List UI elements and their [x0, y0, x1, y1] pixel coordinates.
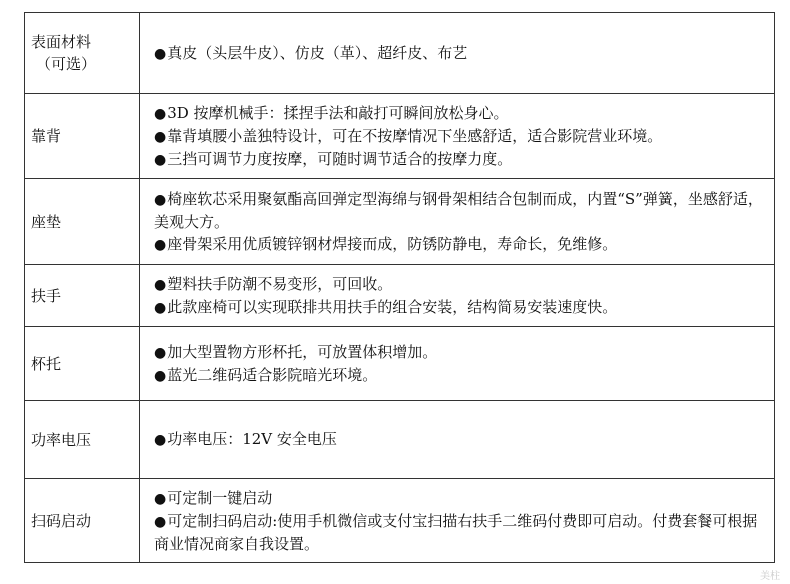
list-item: ●三挡可调节力度按摩，可随时调节适合的按摩力度。: [154, 149, 513, 168]
list-item: ●可定制一键启动: [154, 488, 273, 507]
list-item: ●塑料扶手防潮不易变形，可回收。: [154, 274, 393, 293]
list-item: ●靠背填腰小盖独特设计，可在不按摩情况下坐感舒适，适合影院营业环境。: [154, 126, 663, 145]
table-row: [25, 327, 775, 401]
bullet-icon: ●: [154, 513, 167, 530]
row-label: 扶手: [31, 286, 62, 305]
list-item: ●3D 按摩机械手：揉捏手法和敲打可瞬间放松身心。: [154, 103, 509, 122]
table-row: [25, 265, 775, 327]
row-content-cell: [140, 327, 775, 401]
row-content-cell: [140, 401, 775, 479]
row-content-cell: [140, 479, 775, 563]
bullet-icon: ●: [154, 105, 167, 122]
list-item: ●可定制扫码启动:使用手机微信或支付宝扫描右扶手二维码付费即可启动。付费套餐可根据商业情况商家自我设置。: [154, 511, 758, 553]
list-item: ●此款座椅可以实现联排共用扶手的组合安装，结构简易安装速度快。: [154, 297, 618, 316]
bullet-icon: ●: [154, 367, 167, 384]
row-content-cell: [140, 94, 775, 179]
bullet-icon: ●: [154, 45, 167, 62]
row-content-cell: [140, 179, 775, 265]
spec-table: [24, 12, 775, 563]
watermark: 美柱: [760, 571, 780, 582]
row-label: 功率电压: [31, 430, 92, 449]
bullet-icon: ●: [154, 191, 167, 208]
bullet-icon: ●: [154, 490, 167, 507]
row-label-sub: （可选）: [35, 55, 96, 73]
table-row: [25, 479, 775, 563]
bullet-icon: ●: [154, 432, 167, 448]
bullet-icon: ●: [154, 236, 167, 253]
row-label: 座垫: [31, 212, 62, 231]
row-label: 扫码启动: [31, 511, 92, 530]
row-label-cell: [25, 179, 140, 265]
list-item: ●功率电压：12V 安全电压: [154, 430, 337, 448]
table-row: [25, 179, 775, 265]
row-label-cell: [25, 13, 140, 94]
bullet-icon: ●: [154, 276, 167, 293]
row-label: 表面材料: [31, 33, 92, 51]
bullet-icon: ●: [154, 344, 167, 361]
table-row: [25, 401, 775, 479]
list-item: ●蓝光二维码适合影院暗光环境。: [154, 365, 378, 384]
list-item: ●加大型置物方形杯托，可放置体积增加。: [154, 342, 438, 361]
list-item: ●真皮（头层牛皮）、仿皮（革）、超纤皮、布艺: [154, 43, 468, 62]
list-item: ●座骨架采用优质镀锌钢材焊接而成，防锈防静电，寿命长，免维修。: [154, 234, 618, 253]
table-row: [25, 13, 775, 94]
row-label-cell: [25, 401, 140, 479]
row-label-cell: [25, 327, 140, 401]
row-label-cell: [25, 94, 140, 179]
table-row: [25, 94, 775, 179]
row-content-cell: [140, 265, 775, 327]
list-item: ●椅座软芯采用聚氨酯高回弹定型海绵与钢骨架相结合包制而成，内置“S”弹簧，坐感舒适，美观大方。: [154, 189, 763, 231]
row-label-cell: [25, 265, 140, 327]
bullet-icon: ●: [154, 128, 167, 145]
bullet-icon: ●: [154, 151, 167, 168]
row-label-cell: [25, 479, 140, 563]
row-label: 杯托: [31, 354, 62, 373]
row-content-cell: [140, 13, 775, 94]
row-label: 靠背: [31, 127, 62, 145]
bullet-icon: ●: [154, 299, 167, 316]
